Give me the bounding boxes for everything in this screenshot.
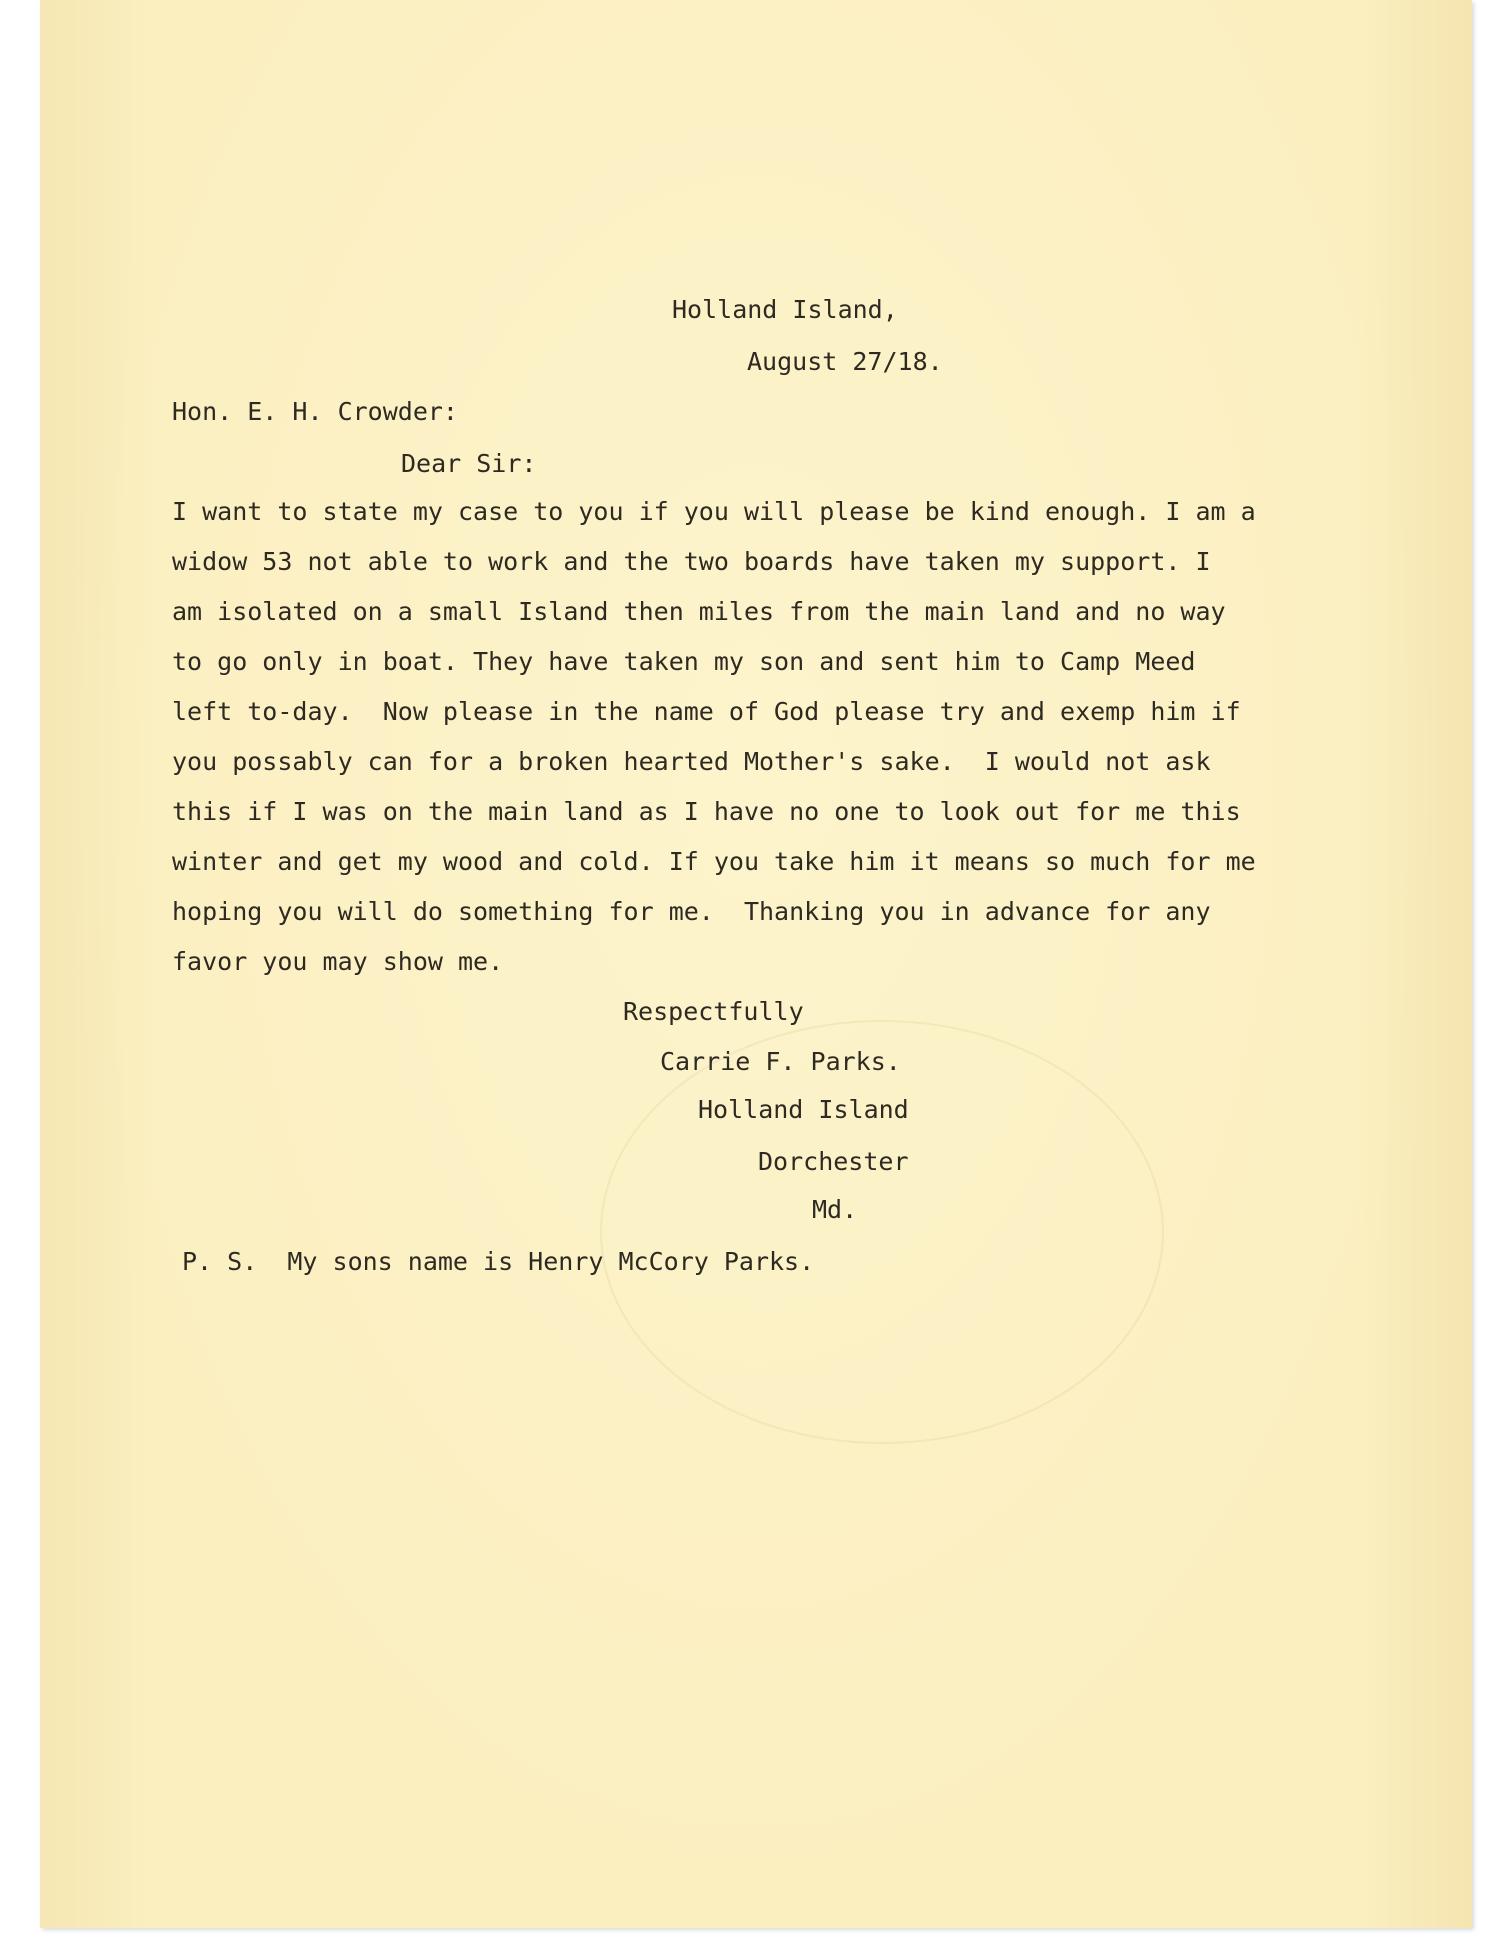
body-line-7: this if I was on the main land as I have no one to look out for me this xyxy=(172,797,1241,826)
letter-postscript: P. S. My sons name is Henry McCory Parks. xyxy=(182,1247,815,1276)
letter-salutation: Dear Sir: xyxy=(401,449,537,478)
body-line-9: hoping you will do something for me. Thanking you in advance for any xyxy=(172,897,1211,926)
body-line-8: winter and get my wood and cold. If you take him it means so much for me xyxy=(172,847,1256,876)
letter-place: Holland Island, xyxy=(672,295,898,324)
body-line-10: favor you may show me. xyxy=(172,947,504,976)
body-line-1: I want to state my case to you if you will please be kind enough. I am a xyxy=(172,497,1256,526)
body-line-4: to go only in boat. They have taken my son and sent him to Camp Meed xyxy=(172,647,1196,676)
body-line-3: am isolated on a small Island then miles from the main land and no way xyxy=(172,597,1226,626)
address-line-1: Holland Island xyxy=(698,1095,909,1124)
body-line-6: you possably can for a broken hearted Mother's sake. I would not ask xyxy=(172,747,1211,776)
address-line-2: Dorchester xyxy=(758,1147,909,1176)
embossed-seal-watermark xyxy=(600,1020,1164,1444)
letter-signature: Carrie F. Parks. xyxy=(660,1047,901,1076)
letter-addressee: Hon. E. H. Crowder: xyxy=(172,397,458,426)
body-line-2: widow 53 not able to work and the two boards have taken my support. I xyxy=(172,547,1211,576)
letter-page xyxy=(40,0,1472,1928)
body-line-5: left to-day. Now please in the name of God please try and exemp him if xyxy=(172,697,1241,726)
letter-closing: Respectfully xyxy=(623,997,804,1026)
address-line-3: Md. xyxy=(812,1195,858,1224)
letter-date: August 27/18. xyxy=(747,347,943,376)
